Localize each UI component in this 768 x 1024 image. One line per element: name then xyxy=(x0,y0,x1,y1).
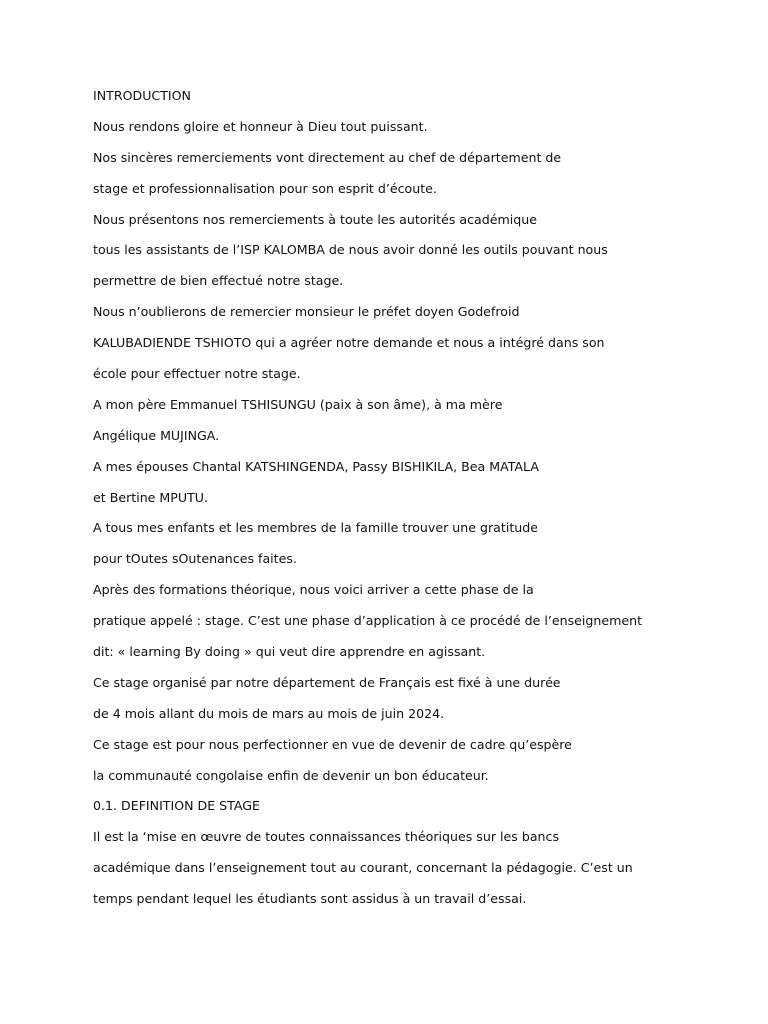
text-line: tous les assistants de l’ISP KALOMBA de nous avoir donné les outils pouvant nous xyxy=(93,242,608,258)
text-line: Il est la ‘mise en œuvre de toutes connaissances théoriques sur les bancs xyxy=(93,829,560,845)
document-body xyxy=(93,86,733,920)
text-line: Nous n’oublierons de remercier monsieur le préfet doyen Godefroid xyxy=(93,304,520,320)
text-line: A mes épouses Chantal KATSHINGENDA, Passy BISHIKILA, Bea MATALA xyxy=(93,458,539,474)
text-line: la communauté congolaise enfin de devenir un bon éducateur. xyxy=(93,767,489,783)
text-line: Angélique MUJINGA. xyxy=(93,427,220,443)
text-line: école pour effectuer notre stage. xyxy=(93,366,301,382)
text-line: dit: « learning By doing » qui veut dire apprendre en agissant. xyxy=(93,644,486,660)
text-line: Ce stage organisé par notre département de Français est fixé à une durée xyxy=(93,674,561,690)
text-line: Après des formations théorique, nous voici arriver a cette phase de la xyxy=(93,582,534,598)
text-line: A tous mes enfants et les membres de la famille trouver une gratitude xyxy=(93,520,538,536)
text-line: A mon père Emmanuel TSHISUNGU (paix à son âme), à ma mère xyxy=(93,396,503,412)
text-line: pratique appelé : stage. C’est une phase d’application à ce procédé de l’enseignement xyxy=(93,613,643,629)
text-line: KALUBADIENDE TSHIOTO qui a agréer notre demande et nous a intégré dans son xyxy=(93,335,605,351)
text-line: académique dans l’enseignement tout au courant, concernant la pédagogie. C’est un xyxy=(93,860,633,876)
text-line: et Bertine MPUTU. xyxy=(93,489,209,505)
text-line: pour tOutes sOutenances faites. xyxy=(93,551,297,567)
text-line: permettre de bien effectué notre stage. xyxy=(93,273,344,289)
text-line: temps pendant lequel les étudiants sont assidus à un travail d’essai. xyxy=(93,891,527,907)
text-line: Ce stage est pour nous perfectionner en vue de devenir de cadre qu’espère xyxy=(93,736,572,752)
text-line: de 4 mois allant du mois de mars au mois de juin 2024. xyxy=(93,705,445,721)
heading-definition-de-stage: 0.1. DEFINITION DE STAGE xyxy=(93,798,261,814)
heading-introduction: INTRODUCTION xyxy=(93,88,191,103)
text-line: stage et professionnalisation pour son esprit d’écoute. xyxy=(93,180,437,196)
text-line: Nous rendons gloire et honneur à Dieu tout puissant. xyxy=(93,118,428,134)
text-line: Nous présentons nos remerciements à toute les autorités académique xyxy=(93,211,537,227)
text-line: Nos sincères remerciements vont directement au chef de département de xyxy=(93,149,562,165)
